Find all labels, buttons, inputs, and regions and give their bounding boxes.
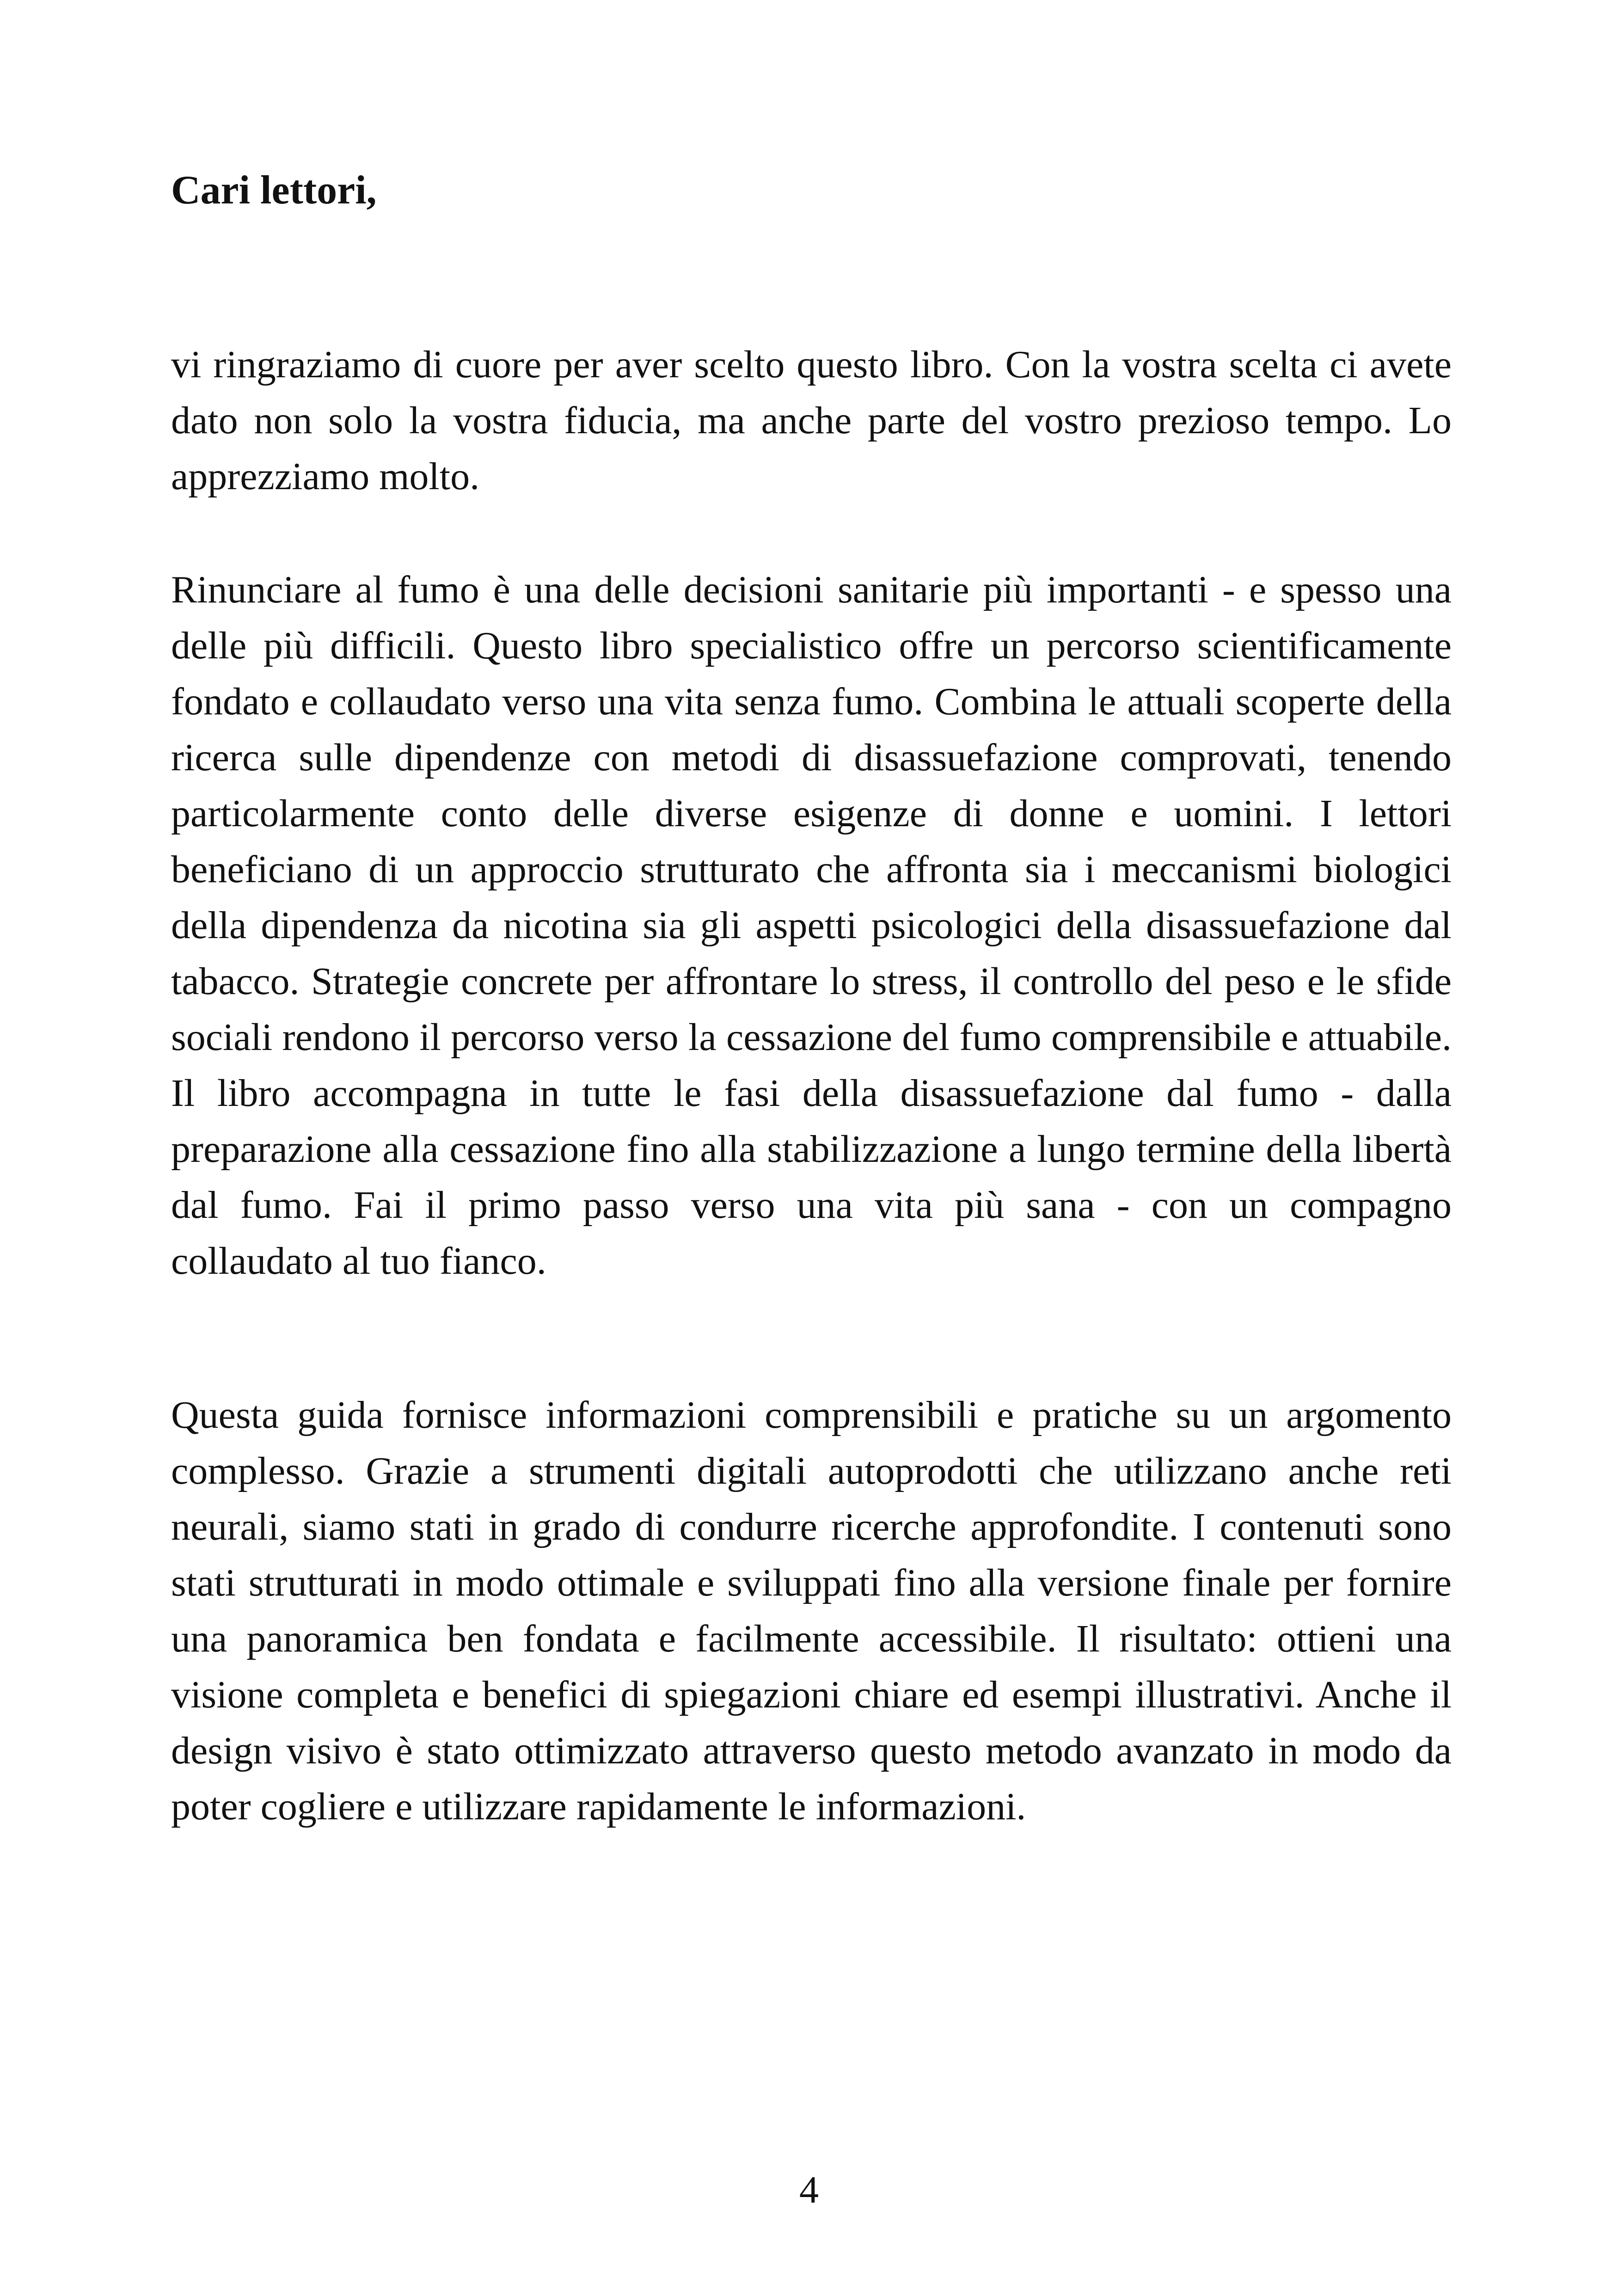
paragraph-thanks: vi ringraziamo di cuore per aver scelto questo libro. Con la vostra scelta ci avete dato non solo la vostra fiducia, ma anche parte del vostro prezioso tempo. Lo apprezziamo molto. xyxy=(171,343,1452,498)
paragraph-guide-method: Questa guida fornisce informazioni comprensibili e pratiche su un argomento complesso. Grazie a strumenti digitali autoprodotti che utilizzano anche reti neurali, siamo stati in grado di condurre ricerche approfondite. I contenuti sono stati strutturati in modo ottimale e sviluppati fino alla versione finale per fornire una panoramica ben fondata e facilmente accessibile. Il risultato: ottieni una visione completa e benefici di spiegazioni chiare ed esempi illustrativi. Anche il design visivo è stato ottimizzato attraverso questo metodo avanzato in modo da poter cogliere e utilizzare rapidamente le informazioni. xyxy=(171,1394,1452,1828)
page-number: 4 xyxy=(799,2168,819,2211)
paragraph-book-description: Rinunciare al fumo è una delle decisioni sanitarie più importanti - e spesso una delle più difficili. Questo libro specialistico offre un percorso scientificamente fondato e collaudato verso una vita senza fumo. Combina le attuali scoperte della ricerca sulle dipendenze con metodi di disassuefazione comprovati, tenendo particolarmente conto delle diverse esigenze di donne e uomini. I lettori beneficiano di un approccio strutturato che affronta sia i meccanismi biologici della dipendenza da nicotina sia gli aspetti psicologici della disassuefazione dal tabacco. Strategie concrete per affrontare lo stress, il controllo del peso e le sfide sociali rendono il percorso verso la cessazione del fumo comprensibile e attuabile. Il libro accompagna in tutte le fasi della disassuefazione dal fumo - dalla preparazione alla cessazione fino alla stabilizzazione a lungo termine della libertà dal fumo. Fai il primo passo verso una vita più sana - con un compagno collaudato al tuo fianco. xyxy=(171,568,1452,1283)
salutation-heading: Cari lettori, xyxy=(171,168,377,213)
